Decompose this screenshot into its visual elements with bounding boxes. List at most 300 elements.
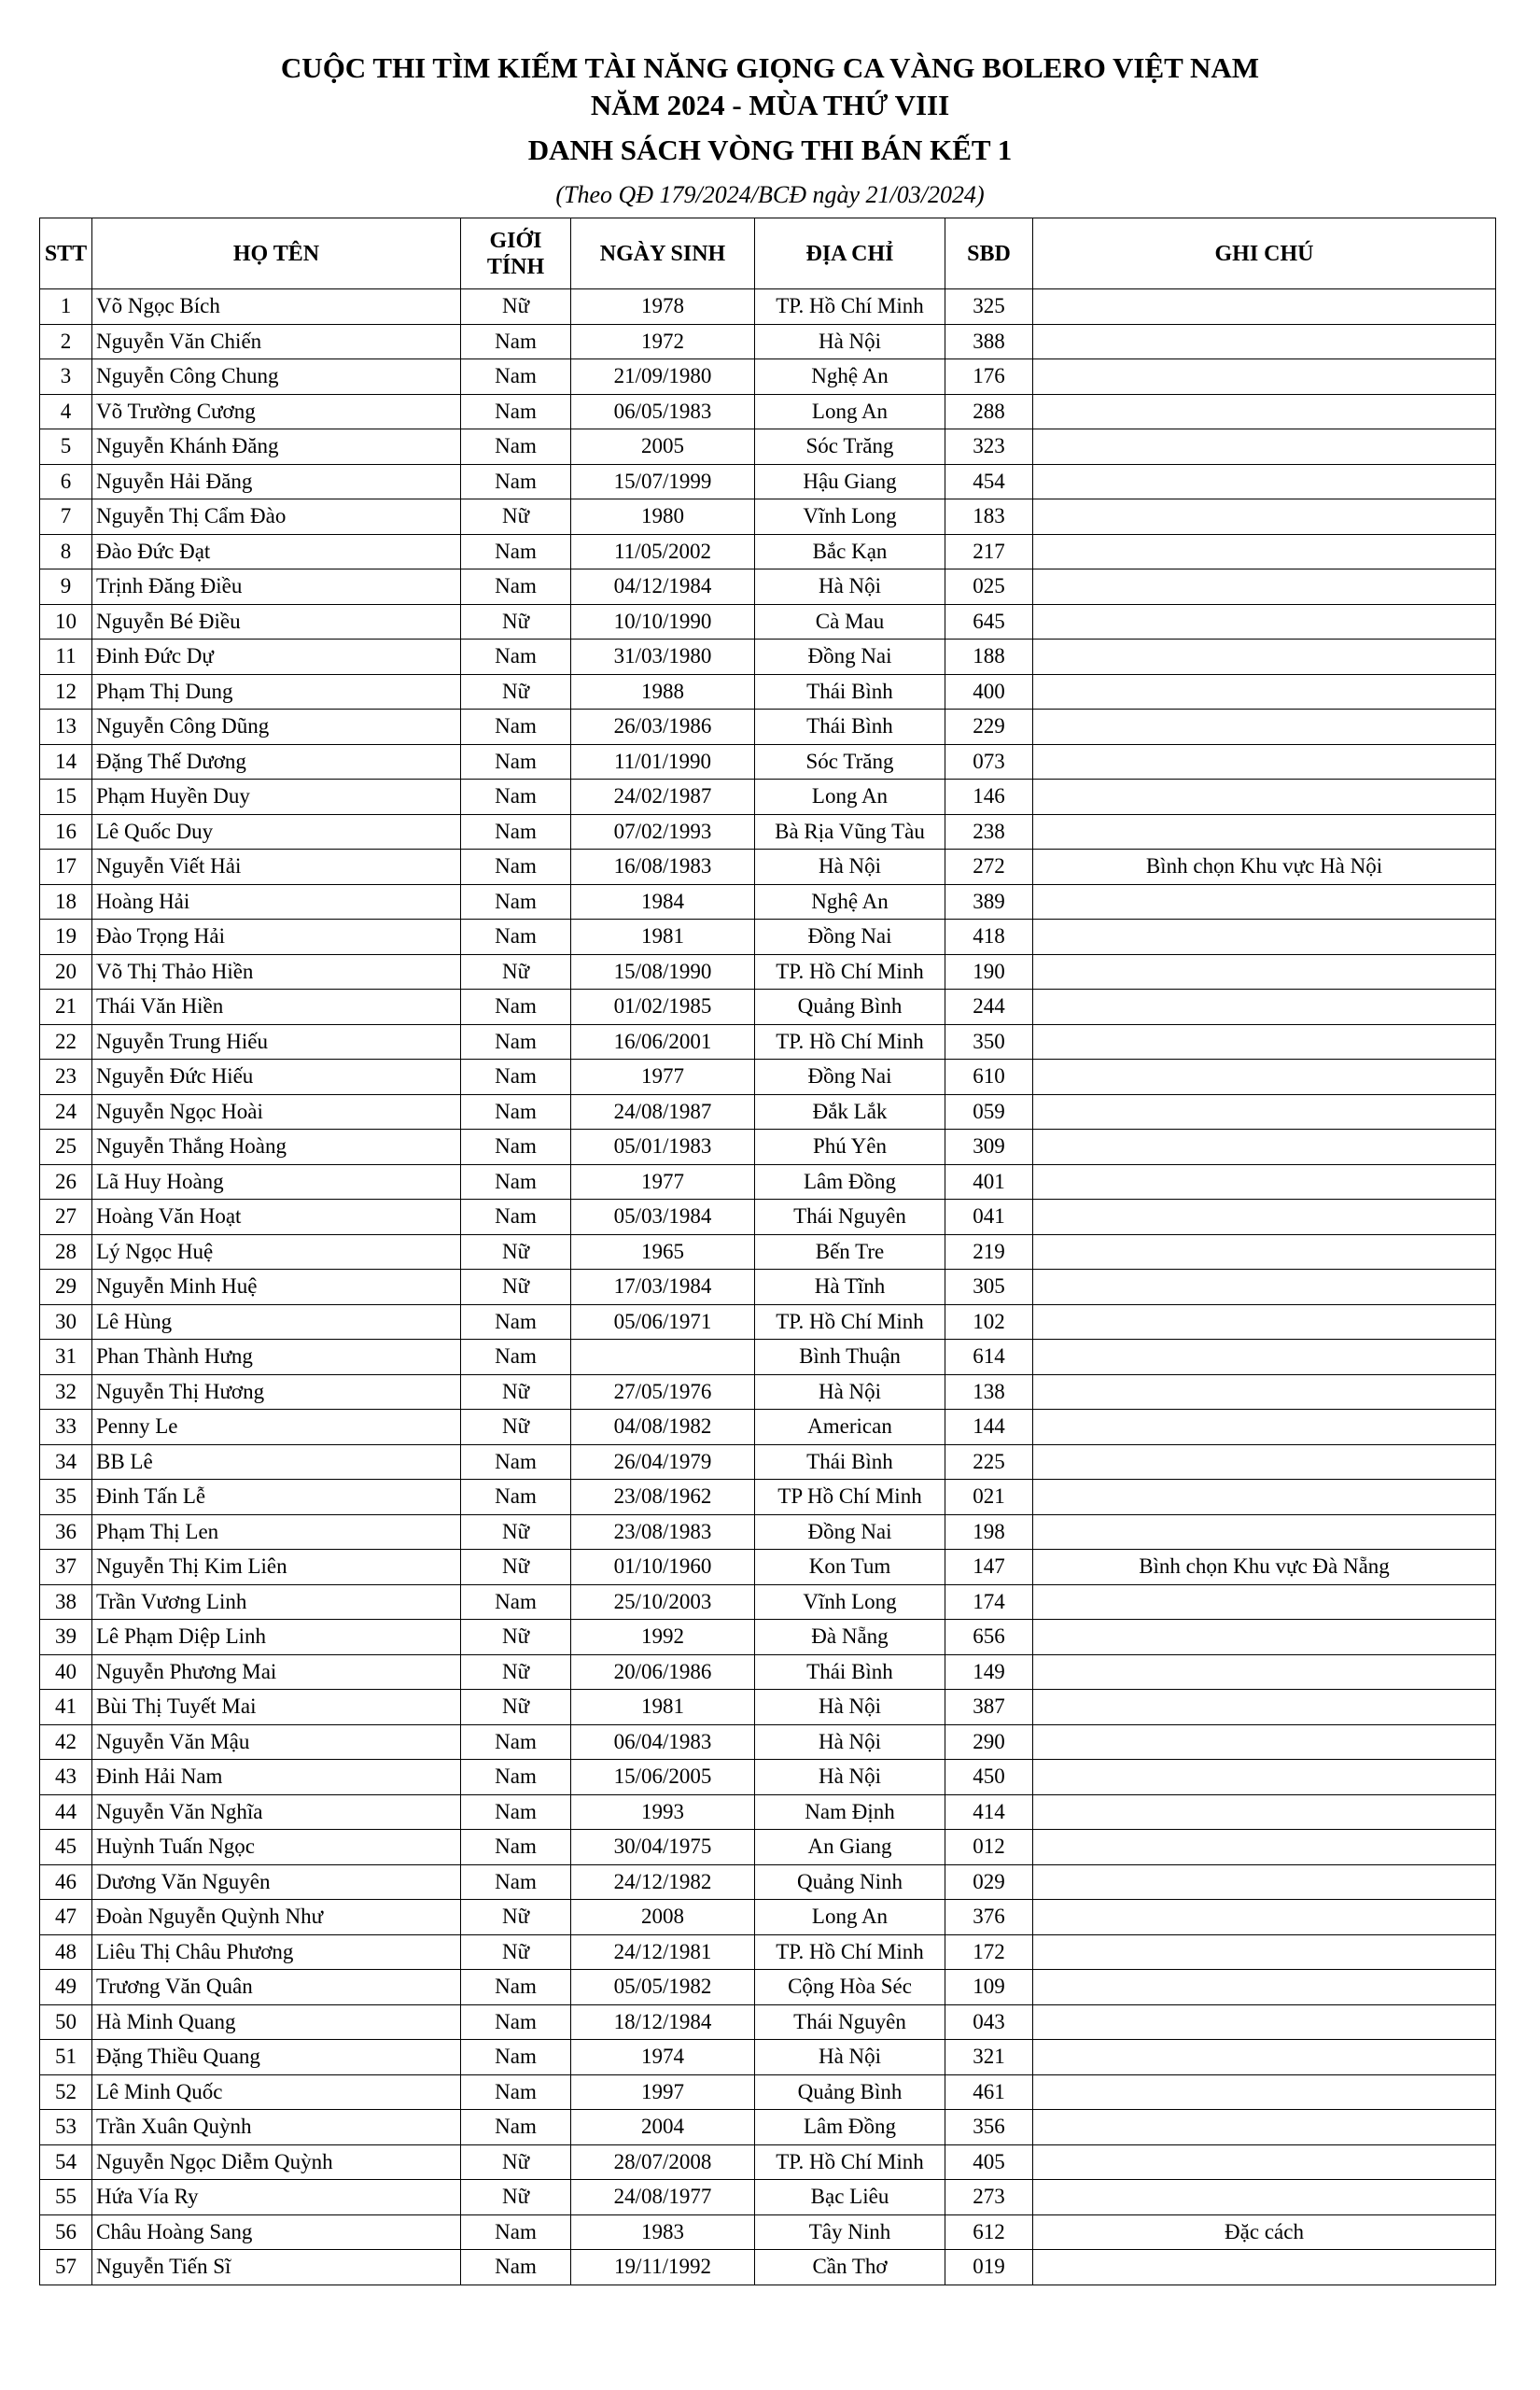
table-row [40, 1864, 1496, 1900]
name-cell: Đặng Thiều Quang [92, 2040, 461, 2075]
sbd-cell: 461 [945, 2074, 1033, 2110]
table-row [40, 1830, 1496, 1865]
address-cell: Nghệ An [755, 359, 945, 395]
table-row [40, 850, 1496, 885]
note-cell [1033, 1164, 1496, 1200]
note-cell [1033, 744, 1496, 780]
stt-cell: 43 [40, 1760, 92, 1795]
birthdate-cell: 11/05/2002 [571, 534, 755, 569]
sbd-cell: 059 [945, 1094, 1033, 1130]
table-row [40, 1410, 1496, 1445]
sbd-cell: 029 [945, 1864, 1033, 1900]
sbd-cell: 656 [945, 1620, 1033, 1655]
gender-cell: Nam [461, 534, 571, 569]
gender-cell: Nam [461, 814, 571, 850]
gender-cell: Nữ [461, 2180, 571, 2215]
stt-cell: 19 [40, 920, 92, 955]
gender-cell: Nữ [461, 289, 571, 325]
stt-cell: 32 [40, 1374, 92, 1410]
birthdate-cell: 30/04/1975 [571, 1830, 755, 1865]
sbd-cell: 288 [945, 394, 1033, 429]
note-cell [1033, 1200, 1496, 1235]
stt-cell: 9 [40, 569, 92, 605]
birthdate-cell: 06/05/1983 [571, 394, 755, 429]
gender-cell: Nữ [461, 1550, 571, 1585]
birthdate-cell: 1988 [571, 674, 755, 710]
sbd-cell: 389 [945, 884, 1033, 920]
birthdate-cell: 27/05/1976 [571, 1374, 755, 1410]
sbd-cell: 190 [945, 954, 1033, 990]
table-row [40, 1690, 1496, 1725]
name-cell: Nguyễn Văn Chiến [92, 324, 461, 359]
name-cell: Phạm Huyền Duy [92, 780, 461, 815]
address-cell: Cộng Hòa Séc [755, 1970, 945, 2005]
name-cell: Phạm Thị Len [92, 1514, 461, 1550]
stt-cell: 50 [40, 2004, 92, 2040]
note-cell [1033, 780, 1496, 815]
gender-cell: Nam [461, 1830, 571, 1865]
note-cell [1033, 1514, 1496, 1550]
name-cell: Lã Huy Hoàng [92, 1164, 461, 1200]
sbd-cell: 144 [945, 1410, 1033, 1445]
sbd-cell: 217 [945, 534, 1033, 569]
contest-title: CUỘC THI TÌM KIẾM TÀI NĂNG GIỌNG CA VÀNG BOLERO VIỆT NAM [280, 51, 1260, 84]
birthdate-cell: 24/08/1977 [571, 2180, 755, 2215]
table-row [40, 1200, 1496, 1235]
birthdate-cell: 17/03/1984 [571, 1270, 755, 1305]
table-row [40, 814, 1496, 850]
address-cell: Hà Nội [755, 2040, 945, 2075]
birthdate-cell: 06/04/1983 [571, 1724, 755, 1760]
name-cell: Lê Minh Quốc [92, 2074, 461, 2110]
gender-cell: Nam [461, 1760, 571, 1795]
birthdate-cell: 1983 [571, 2214, 755, 2250]
note-cell [1033, 324, 1496, 359]
gender-cell: Nữ [461, 2144, 571, 2180]
stt-cell: 29 [40, 1270, 92, 1305]
name-cell: Dương Văn Nguyên [92, 1864, 461, 1900]
name-cell: Đào Trọng Hải [92, 920, 461, 955]
gender-cell: Nam [461, 850, 571, 885]
column-header-sbd: SBD [945, 218, 1033, 289]
gender-cell: Nữ [461, 1270, 571, 1305]
stt-cell: 5 [40, 429, 92, 465]
birthdate-cell: 10/10/1990 [571, 604, 755, 640]
name-cell: Phan Thành Hưng [92, 1340, 461, 1375]
sbd-cell: 183 [945, 499, 1033, 535]
stt-cell: 41 [40, 1690, 92, 1725]
contestant-table [39, 218, 1496, 2285]
birthdate-cell: 2004 [571, 2110, 755, 2145]
name-cell: Nguyễn Văn Nghĩa [92, 1794, 461, 1830]
name-cell: BB Lê [92, 1444, 461, 1480]
note-cell [1033, 289, 1496, 325]
birthdate-cell: 16/06/2001 [571, 1024, 755, 1060]
address-cell: TP Hồ Chí Minh [755, 1480, 945, 1515]
column-header-note: GHI CHÚ [1033, 218, 1496, 289]
note-cell [1033, 1584, 1496, 1620]
table-row [40, 2180, 1496, 2215]
stt-cell: 24 [40, 1094, 92, 1130]
stt-cell: 44 [40, 1794, 92, 1830]
birthdate-cell: 05/06/1971 [571, 1304, 755, 1340]
note-cell [1033, 2144, 1496, 2180]
address-cell: TP. Hồ Chí Minh [755, 2144, 945, 2180]
note-cell [1033, 1130, 1496, 1165]
name-cell: Huỳnh Tuấn Ngọc [92, 1830, 461, 1865]
sbd-cell: 305 [945, 1270, 1033, 1305]
birthdate-cell: 24/12/1981 [571, 1934, 755, 1970]
address-cell: TP. Hồ Chí Minh [755, 954, 945, 990]
name-cell: Nguyễn Văn Mậu [92, 1724, 461, 1760]
name-cell: Nguyễn Đức Hiếu [92, 1060, 461, 1095]
sbd-cell: 612 [945, 2214, 1033, 2250]
name-cell: Châu Hoàng Sang [92, 2214, 461, 2250]
name-cell: Võ Thị Thảo Hiền [92, 954, 461, 990]
sbd-cell: 405 [945, 2144, 1033, 2180]
address-cell: Đắk Lắk [755, 1094, 945, 1130]
note-cell [1033, 1620, 1496, 1655]
table-row [40, 359, 1496, 395]
gender-cell: Nam [461, 1200, 571, 1235]
address-cell: Đà Nẵng [755, 1620, 945, 1655]
stt-cell: 38 [40, 1584, 92, 1620]
gender-cell: Nữ [461, 604, 571, 640]
gender-cell: Nam [461, 710, 571, 745]
birthdate-cell: 1977 [571, 1164, 755, 1200]
stt-cell: 48 [40, 1934, 92, 1970]
stt-cell: 16 [40, 814, 92, 850]
table-row [40, 1970, 1496, 2005]
stt-cell: 52 [40, 2074, 92, 2110]
gender-cell: Nữ [461, 1934, 571, 1970]
note-cell [1033, 2074, 1496, 2110]
stt-cell: 26 [40, 1164, 92, 1200]
note-cell [1033, 674, 1496, 710]
name-cell: Nguyễn Thị Kim Liên [92, 1550, 461, 1585]
stt-cell: 14 [40, 744, 92, 780]
stt-cell: 17 [40, 850, 92, 885]
sbd-cell: 176 [945, 359, 1033, 395]
gender-cell: Nam [461, 324, 571, 359]
birthdate-cell: 15/08/1990 [571, 954, 755, 990]
name-cell: Hứa Vía Ry [92, 2180, 461, 2215]
note-cell [1033, 2004, 1496, 2040]
note-cell [1033, 2180, 1496, 2215]
gender-cell: Nam [461, 780, 571, 815]
table-row [40, 1270, 1496, 1305]
address-cell: Thái Bình [755, 1444, 945, 1480]
address-cell: Hà Nội [755, 1374, 945, 1410]
sbd-cell: 041 [945, 1200, 1033, 1235]
table-row [40, 1794, 1496, 1830]
address-cell: Bến Tre [755, 1234, 945, 1270]
sbd-cell: 376 [945, 1900, 1033, 1935]
table-row [40, 464, 1496, 499]
sbd-cell: 138 [945, 1374, 1033, 1410]
name-cell: Hoàng Văn Hoạt [92, 1200, 461, 1235]
sbd-cell: 073 [945, 744, 1033, 780]
table-row [40, 1340, 1496, 1375]
table-row [40, 1060, 1496, 1095]
address-cell: Long An [755, 1900, 945, 1935]
gender-cell: Nam [461, 1024, 571, 1060]
address-cell: Sóc Trăng [755, 744, 945, 780]
birthdate-cell: 19/11/1992 [571, 2250, 755, 2285]
name-cell: Thái Văn Hiền [92, 990, 461, 1025]
birthdate-cell: 1977 [571, 1060, 755, 1095]
birthdate-cell: 20/06/1986 [571, 1654, 755, 1690]
sbd-cell: 325 [945, 289, 1033, 325]
table-row [40, 990, 1496, 1025]
birthdate-cell: 23/08/1962 [571, 1480, 755, 1515]
table-row [40, 1620, 1496, 1655]
address-cell: Long An [755, 780, 945, 815]
gender-cell: Nam [461, 2250, 571, 2285]
birthdate-cell: 01/10/1960 [571, 1550, 755, 1585]
stt-cell: 31 [40, 1340, 92, 1375]
birthdate-cell: 23/08/1983 [571, 1514, 755, 1550]
name-cell: Đinh Hải Nam [92, 1760, 461, 1795]
address-cell: Sóc Trăng [755, 429, 945, 465]
name-cell: Đoàn Nguyễn Quỳnh Như [92, 1900, 461, 1935]
table-row [40, 1164, 1496, 1200]
table-row [40, 429, 1496, 465]
stt-cell: 40 [40, 1654, 92, 1690]
address-cell: Thái Bình [755, 1654, 945, 1690]
note-cell [1033, 1060, 1496, 1095]
birthdate-cell: 1981 [571, 1690, 755, 1725]
sbd-cell: 102 [945, 1304, 1033, 1340]
column-header-address: ĐỊA CHỈ [755, 218, 945, 289]
note-cell [1033, 954, 1496, 990]
gender-cell: Nam [461, 1130, 571, 1165]
address-cell: American [755, 1410, 945, 1445]
sbd-cell: 219 [945, 1234, 1033, 1270]
gender-cell: Nữ [461, 499, 571, 535]
sbd-cell: 146 [945, 780, 1033, 815]
stt-cell: 57 [40, 2250, 92, 2285]
table-row [40, 2110, 1496, 2145]
note-cell [1033, 1304, 1496, 1340]
sbd-cell: 021 [945, 1480, 1033, 1515]
note-cell [1033, 1410, 1496, 1445]
address-cell: Hà Nội [755, 1724, 945, 1760]
table-row [40, 499, 1496, 535]
stt-cell: 46 [40, 1864, 92, 1900]
name-cell: Bùi Thị Tuyết Mai [92, 1690, 461, 1725]
table-row [40, 1304, 1496, 1340]
sbd-cell: 147 [945, 1550, 1033, 1585]
sbd-cell: 614 [945, 1340, 1033, 1375]
stt-cell: 11 [40, 640, 92, 675]
name-cell: Nguyễn Minh Huệ [92, 1270, 461, 1305]
note-cell [1033, 1024, 1496, 1060]
column-header-stt: STT [40, 218, 92, 289]
gender-cell: Nam [461, 2074, 571, 2110]
sbd-cell: 610 [945, 1060, 1033, 1095]
address-cell: Thái Bình [755, 710, 945, 745]
gender-cell: Nam [461, 2004, 571, 2040]
gender-cell: Nam [461, 1094, 571, 1130]
note-cell [1033, 1830, 1496, 1865]
table-row [40, 744, 1496, 780]
birthdate-cell: 1981 [571, 920, 755, 955]
name-cell: Nguyễn Bé Điều [92, 604, 461, 640]
address-cell: Hà Nội [755, 324, 945, 359]
address-cell: Kon Tum [755, 1550, 945, 1585]
table-row [40, 884, 1496, 920]
name-cell: Lê Phạm Diệp Linh [92, 1620, 461, 1655]
birthdate-cell: 01/02/1985 [571, 990, 755, 1025]
name-cell: Trần Xuân Quỳnh [92, 2110, 461, 2145]
note-cell [1033, 569, 1496, 605]
stt-cell: 21 [40, 990, 92, 1025]
birthdate-cell: 05/03/1984 [571, 1200, 755, 1235]
table-row [40, 569, 1496, 605]
gender-cell: Nam [461, 1444, 571, 1480]
name-cell: Hoàng Hải [92, 884, 461, 920]
gender-cell: Nam [461, 1480, 571, 1515]
gender-cell: Nam [461, 1164, 571, 1200]
address-cell: Hà Nội [755, 1690, 945, 1725]
address-cell: Thái Bình [755, 674, 945, 710]
name-cell: Võ Trường Cương [92, 394, 461, 429]
sbd-cell: 012 [945, 1830, 1033, 1865]
table-header-row [40, 218, 1496, 289]
birthdate-cell: 26/04/1979 [571, 1444, 755, 1480]
gender-cell: Nữ [461, 1374, 571, 1410]
stt-cell: 51 [40, 2040, 92, 2075]
table-row [40, 1130, 1496, 1165]
sbd-cell: 450 [945, 1760, 1033, 1795]
stt-cell: 4 [40, 394, 92, 429]
sbd-cell: 025 [945, 569, 1033, 605]
name-cell: Đinh Đức Dự [92, 640, 461, 675]
gender-cell: Nam [461, 1724, 571, 1760]
sbd-cell: 356 [945, 2110, 1033, 2145]
table-row [40, 1550, 1496, 1585]
note-cell [1033, 464, 1496, 499]
stt-cell: 22 [40, 1024, 92, 1060]
note-cell [1033, 1340, 1496, 1375]
name-cell: Hà Minh Quang [92, 2004, 461, 2040]
address-cell: TP. Hồ Chí Minh [755, 1304, 945, 1340]
table-row [40, 1374, 1496, 1410]
table-row [40, 1584, 1496, 1620]
address-cell: Long An [755, 394, 945, 429]
sbd-cell: 418 [945, 920, 1033, 955]
name-cell: Nguyễn Thị Hương [92, 1374, 461, 1410]
stt-cell: 33 [40, 1410, 92, 1445]
note-cell [1033, 710, 1496, 745]
sbd-cell: 043 [945, 2004, 1033, 2040]
note-cell [1033, 1760, 1496, 1795]
birthdate-cell: 18/12/1984 [571, 2004, 755, 2040]
table-row [40, 1654, 1496, 1690]
address-cell: Bà Rịa Vũng Tàu [755, 814, 945, 850]
gender-cell: Nam [461, 464, 571, 499]
note-cell [1033, 1690, 1496, 1725]
birthdate-cell: 15/07/1999 [571, 464, 755, 499]
table-row [40, 710, 1496, 745]
gender-cell: Nam [461, 1060, 571, 1095]
sbd-cell: 401 [945, 1164, 1033, 1200]
birthdate-cell: 28/07/2008 [571, 2144, 755, 2180]
stt-cell: 49 [40, 1970, 92, 2005]
gender-cell: Nữ [461, 954, 571, 990]
birthdate-cell: 15/06/2005 [571, 1760, 755, 1795]
note-cell [1033, 1444, 1496, 1480]
gender-cell: Nam [461, 359, 571, 395]
gender-cell: Nam [461, 744, 571, 780]
name-cell: Nguyễn Ngọc Hoài [92, 1094, 461, 1130]
name-cell: Võ Ngọc Bích [92, 289, 461, 325]
name-cell: Lê Hùng [92, 1304, 461, 1340]
address-cell: Thái Nguyên [755, 1200, 945, 1235]
name-cell: Phạm Thị Dung [92, 674, 461, 710]
table-row [40, 289, 1496, 325]
birthdate-cell: 24/12/1982 [571, 1864, 755, 1900]
address-cell: Đồng Nai [755, 1514, 945, 1550]
note-cell: Bình chọn Khu vực Hà Nội [1033, 850, 1496, 885]
sbd-cell: 388 [945, 324, 1033, 359]
address-cell: Hà Nội [755, 569, 945, 605]
decision-subtitle: (Theo QĐ 179/2024/BCĐ ngày 21/03/2024) [555, 181, 985, 208]
name-cell: Nguyễn Ngọc Diễm Quỳnh [92, 2144, 461, 2180]
stt-cell: 12 [40, 674, 92, 710]
stt-cell: 53 [40, 2110, 92, 2145]
note-cell: Đặc cách [1033, 2214, 1496, 2250]
note-cell [1033, 640, 1496, 675]
stt-cell: 27 [40, 1200, 92, 1235]
gender-cell: Nam [461, 569, 571, 605]
address-cell: Quảng Ninh [755, 1864, 945, 1900]
birthdate-cell: 05/05/1982 [571, 1970, 755, 2005]
name-cell: Trương Văn Quân [92, 1970, 461, 2005]
note-cell [1033, 359, 1496, 395]
column-header-gender: GIỚI TÍNH [461, 218, 571, 289]
sbd-cell: 272 [945, 850, 1033, 885]
stt-cell: 15 [40, 780, 92, 815]
note-cell [1033, 1094, 1496, 1130]
gender-cell: Nữ [461, 1620, 571, 1655]
note-cell [1033, 920, 1496, 955]
birthdate-cell [571, 1340, 755, 1375]
gender-cell: Nam [461, 2214, 571, 2250]
sbd-cell: 645 [945, 604, 1033, 640]
birthdate-cell: 04/12/1984 [571, 569, 755, 605]
stt-cell: 3 [40, 359, 92, 395]
note-cell [1033, 1374, 1496, 1410]
stt-cell: 7 [40, 499, 92, 535]
season-title: NĂM 2024 - MÙA THỨ VIII [590, 89, 950, 121]
name-cell: Trịnh Đăng Điều [92, 569, 461, 605]
note-cell [1033, 1794, 1496, 1830]
table-row [40, 1234, 1496, 1270]
stt-cell: 45 [40, 1830, 92, 1865]
name-cell: Penny Le [92, 1410, 461, 1445]
address-cell: Bắc Kạn [755, 534, 945, 569]
note-cell [1033, 534, 1496, 569]
note-cell [1033, 1234, 1496, 1270]
table-row [40, 1900, 1496, 1935]
birthdate-cell: 1992 [571, 1620, 755, 1655]
note-cell [1033, 394, 1496, 429]
sbd-cell: 238 [945, 814, 1033, 850]
name-cell: Nguyễn Thị Cẩm Đào [92, 499, 461, 535]
gender-cell: Nam [461, 1970, 571, 2005]
